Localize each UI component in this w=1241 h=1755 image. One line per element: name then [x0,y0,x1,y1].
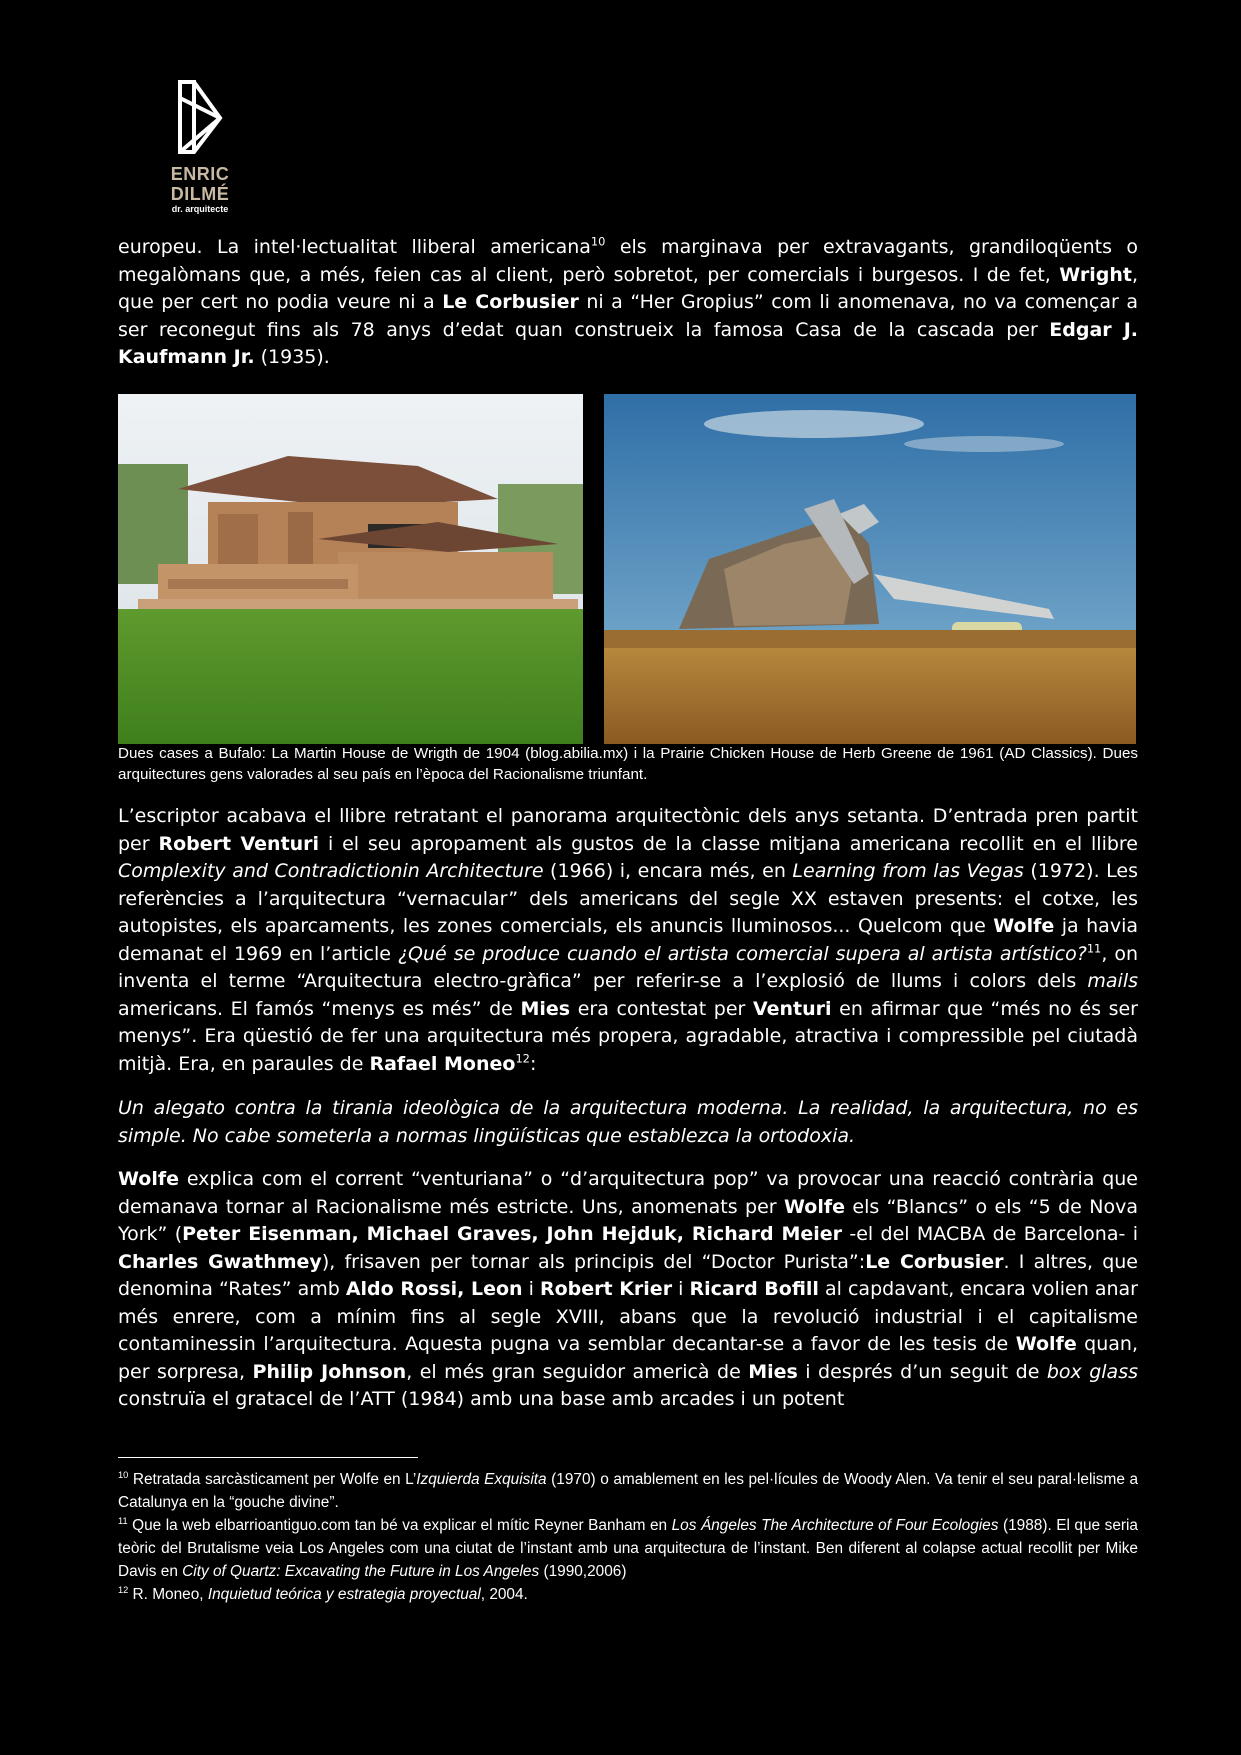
footnote-ref-10: 10 [590,234,606,249]
logo-name: ENRIC DILMÉ [170,164,230,204]
photo-caption: Dues cases a Bufalo: La Martin House de Wrigth de 1904 (blog.abilia.mx) i la Prairie Chicken House de Herb Greene de 1961 (AD Classics). Dues arquitectures gens valorades al seu país en l’època del Racionalisme triunfant. [118,745,1138,783]
footnote-ref-12: 12 [515,1051,530,1066]
footnote-ref-11: 11 [1086,941,1102,956]
footnote-11: $^{11}$ Que la web elbarrioantiguo.com tan bé va explicar el mític Reyner Banham en Los Ángeles The Architecture of Four Ecologies (1988). El que seria teòric del Brutalisme veia Los Angeles com una ciutat de l’instant amb una arquitectura de l’instant. Ben diferent al colapse actual recollit per Mike Davis en City of Quartz: Excavating the Future in Los Angeles (1990,2006) [118,1515,1138,1580]
footnote-divider [118,1457,418,1458]
author-logo [140,78,260,214]
photo-martin-house [118,394,583,744]
logo-subtitle: dr. arquitecte [171,204,229,214]
footnote-10: $^{10}$ Retratada sarcàsticament per Wolfe en L’Izquierda Exquisita (1970) o amablement en les pel·lícules de Woody Alen. Va tenir el seu paral·lelisme a Catalunya en la “gouche divine”. [118,1469,1138,1511]
body-paragraph-3: Wolfe explica com el corrent “venturiana” o “d’arquitectura pop” va provocar una reacció contrària que demanava tornar al Racionalisme més estricte. Uns, anomenats per Wolfe els “Blancs” o els “5 de Nova York” (Peter Eisenman, Michael Graves, John Hejduk, Richard Meier -el del MACBA de Barcelona- i Charles Gwathmey), frisaven per tornar als principis del “Doctor Purista”:Le Corbusier. I altres, que denomina “Rates” amb Aldo Rossi, Leon i Robert Krier i Ricard Bofill al capdavant, encara volien anar més enrere, com a mínim fins al segle XVIII, abans que la revolució industrial i el capitalisme contaminessin l’arquitectura. Aquesta pugna va semblar decantar-se a favor de les tesis de Wolfe quan, per sorpresa, Philip Johnson, el més gran seguidor americà de Mies i després d’un seguit de box glass construïa el gratacel de l’ATT (1984) amb una base amb arcades i un potent [118,1168,1139,1410]
footnotes [118,1468,1138,1606]
body-paragraph-2: L’escriptor acabava el llibre retratant el panorama arquitectònic dels anys setanta. D’entrada pren partit per Robert Venturi i el seu apropament als gustos de la classe mitjana americana recollit en el llibre Complexity and Contradictionin Architecture (1966) i, encara més, en Learning from las Vegas (1972). Les referències a l’arquitectura “vernacular” dels americans del segle XX estaven presents: el cotxe, les autopistes, els aparcaments, les zones comercials, els anuncis lluminosos... Quelcom que Wolfe ja havia demanat el 1969 en l’article ¿Qué se produce cuando el artista comercial supera al artista artístico?$^{11}$, on inventa el terme “Arquitectura electro-gràfica” per referir-se a l’explosió de llums i colors dels mails americans. El famós “menys es més” de Mies era contestat per Venturi en afirmar que “més no és ser menys”. Era qüestió de fer una arquitectura més propera, agradable, atractiva i compressible pel ciutadà mitjà. Era, en paraules de Rafael Moneo$^{12}$: [118,805,1139,1075]
logo-mark-icon [172,78,228,156]
block-quote: Un alegato contra la tirania ideològica de la arquitectura moderna. La realidad, la arquitectura, no es simple. No cabe someterla a normas lingüísticas que establezca la ortodoxia. [118,1097,1138,1147]
footnote-12: $^{12}$ R. Moneo, Inquietud teórica y estrategia proyectual, 2004. [118,1584,528,1603]
photo-prairie-chicken-house [604,394,1136,744]
body-paragraph-1: europeu. La intel·lectualitat lliberal americana$^{10}$ els marginava per extravagants, grandiloqüents o megalòmans que, a més, feien cas al client, però sobretot, per comercials i burgesos. I de fet, Wright, que per cert no podia veure ni a Le Corbusier ni a “Her Gropius” com li anomenava, no va començar a ser reconegut fins als 78 anys d’edat quan construeix la famosa Casa de la cascada per Edgar J. Kaufmann Jr. (1935). [118,234,1139,368]
